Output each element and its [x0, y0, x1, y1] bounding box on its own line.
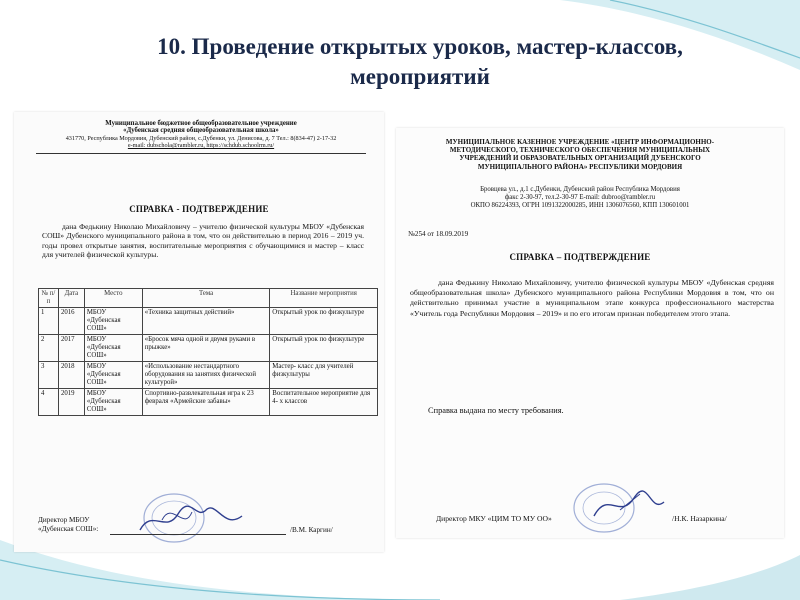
table-cell: 1 [39, 308, 59, 335]
left-certificate [14, 112, 384, 552]
right-header-line-2: МЕТОДИЧЕСКОГО, ТЕХНИЧЕСКОГО ОБЕСПЕЧЕНИЯ МУНИЦИПАЛЬНЫХ [449, 146, 711, 155]
table-cell: Мастер- класс для учителей физкультуры [270, 362, 378, 389]
table-cell: 2016 [58, 308, 84, 335]
slide-title [40, 32, 800, 92]
table-cell: «Использование нестандартного оборудования на занятиях физической культурой» [142, 362, 270, 389]
table-cell: 2019 [58, 389, 84, 416]
table-header-cell: № п/п [39, 289, 59, 308]
right-doc-number: №254 от 18.09.2019 [408, 230, 469, 238]
right-addr-line-3: ОКПО 86224393, ОГРН 1091322000285, ИНН 1306076560, КПП 130601001 [470, 202, 690, 209]
table-cell: «Техника защитных действий» [142, 308, 270, 335]
table-row [39, 308, 378, 335]
slide-title-line-1: 10. Проведение открытых уроков, мастер-классов, [157, 34, 683, 59]
right-letterhead [410, 138, 750, 171]
right-header-line-3: УЧРЕЖДЕНИЙ И ОБРАЗОВАТЕЛЬНЫХ ОРГАНИЗАЦИЙ ДУБЕНСКОГО [459, 154, 701, 163]
table-cell: 2017 [58, 335, 84, 362]
table-cell: МБОУ «Дубенская СОШ» [84, 335, 142, 362]
left-stamp-signature [132, 490, 252, 550]
table-row [39, 335, 378, 362]
left-letterhead [36, 120, 366, 154]
left-doc-body: дана Федькину Николаю Михайловичу – учителю физической культуры МБОУ «Дубенская СОШ» Дубенского муниципального района в том, что он действительно в период 2016 – 2019 уч. годы провел открытые занятия, воспитательные мероприятия с обучающимися и мастер – класс для учителей физической культуры. [42, 222, 364, 260]
table-row [39, 389, 378, 416]
slide-title-line-2: мероприятий [350, 64, 490, 89]
right-addr-line-2: факс 2-30-97, тел.2-30-97 E-mail: dubroo@rambler.ru [504, 194, 656, 201]
table-cell: Открытый урок по физкультуре [270, 335, 378, 362]
right-sign-role: Директор МКУ «ЦИМ ТО МУ ОО» [436, 514, 552, 523]
left-header-line-1: Муниципальное бюджетное общеобразовательное учреждение [105, 120, 297, 127]
right-stamp-signature [564, 480, 674, 536]
left-sign-role-1: Директор МБОУ [38, 516, 90, 524]
table-header-cell: Название мероприятия [270, 289, 378, 308]
table-header-cell: Место [84, 289, 142, 308]
table-header-cell: Тема [142, 289, 270, 308]
bottom-right-swoosh [620, 555, 800, 600]
table-cell: 3 [39, 362, 59, 389]
table-cell: «Бросок мяча одной и двумя руками в прыжке» [142, 335, 270, 362]
right-sign-name: /Н.К. Назаркина/ [672, 514, 727, 523]
right-header-line-1: МУНИЦИПАЛЬНОЕ КАЗЕННОЕ УЧРЕЖДЕНИЕ «ЦЕНТР ИНФОРМАЦИОННО- [445, 138, 715, 146]
table-row [39, 362, 378, 389]
right-doc-body: дана Федькину Николаю Михайловичу, учителю физической культуры МБОУ «Дубенская средняя общеобразовательная школа» Дубенского муниципального района Республики Мордовия в том, что он действительно принимал участие в муниципальном этапе конкурса профессионального мастерства «Учитель года Республики Мордовия – 2019» и по его итогам признан победителем этого этапа. [410, 278, 774, 318]
right-doc-title: СПРАВКА – ПОДТВЕРЖДЕНИЕ [509, 252, 651, 262]
table-cell: МБОУ «Дубенская СОШ» [84, 389, 142, 416]
table-cell: Воспитательное мероприятие для 4- х классов [270, 389, 378, 416]
right-header-line-4: МУНИЦИПАЛЬНОГО РАЙОНА» РЕСПУБЛИКИ МОРДОВИЯ [477, 162, 683, 171]
left-sign-role-2: «Дубенская СОШ»: [38, 525, 99, 533]
right-addr-line-1: Бровцева ул., д.1 с.Дубенки, Дубенский район Республика Мордовия [480, 186, 680, 193]
table-cell: 2018 [58, 362, 84, 389]
left-signature-block [38, 516, 98, 534]
left-sign-name: /В.М. Каргин/ [290, 526, 333, 534]
left-header-line-3: 431770, Республика Мордовия, Дубенский район, с.Дубенки, ул. Денисова, д. 7 Тел.: 8(834-47) 2-17-32 [65, 134, 337, 142]
activities-table [38, 288, 378, 416]
left-sign-line [110, 534, 286, 535]
left-header-line-2: «Дубенская средняя общеобразовательная школа» [123, 127, 279, 135]
left-header-line-4: e-mail: dubschola@rambler.ru, https://schdub.schoolrm.ru/ [127, 142, 275, 150]
table-cell: 2 [39, 335, 59, 362]
table-header-row [39, 289, 378, 308]
table-header-cell: Дата [58, 289, 84, 308]
table-cell: Спортивно-развлекательная игра к 23 февраля «Армейские забавы» [142, 389, 270, 416]
table-cell: 4 [39, 389, 59, 416]
letterhead-divider [36, 153, 366, 154]
right-certificate [396, 128, 784, 538]
right-address-block [410, 186, 750, 210]
table-cell: МБОУ «Дубенская СОШ» [84, 362, 142, 389]
table-cell: Открытый урок по физкультуре [270, 308, 378, 335]
table-cell: МБОУ «Дубенская СОШ» [84, 308, 142, 335]
left-doc-title: СПРАВКА - ПОДТВЕРЖДЕНИЕ [129, 204, 269, 214]
right-issued-note: Справка выдана по месту требования. [428, 406, 564, 415]
